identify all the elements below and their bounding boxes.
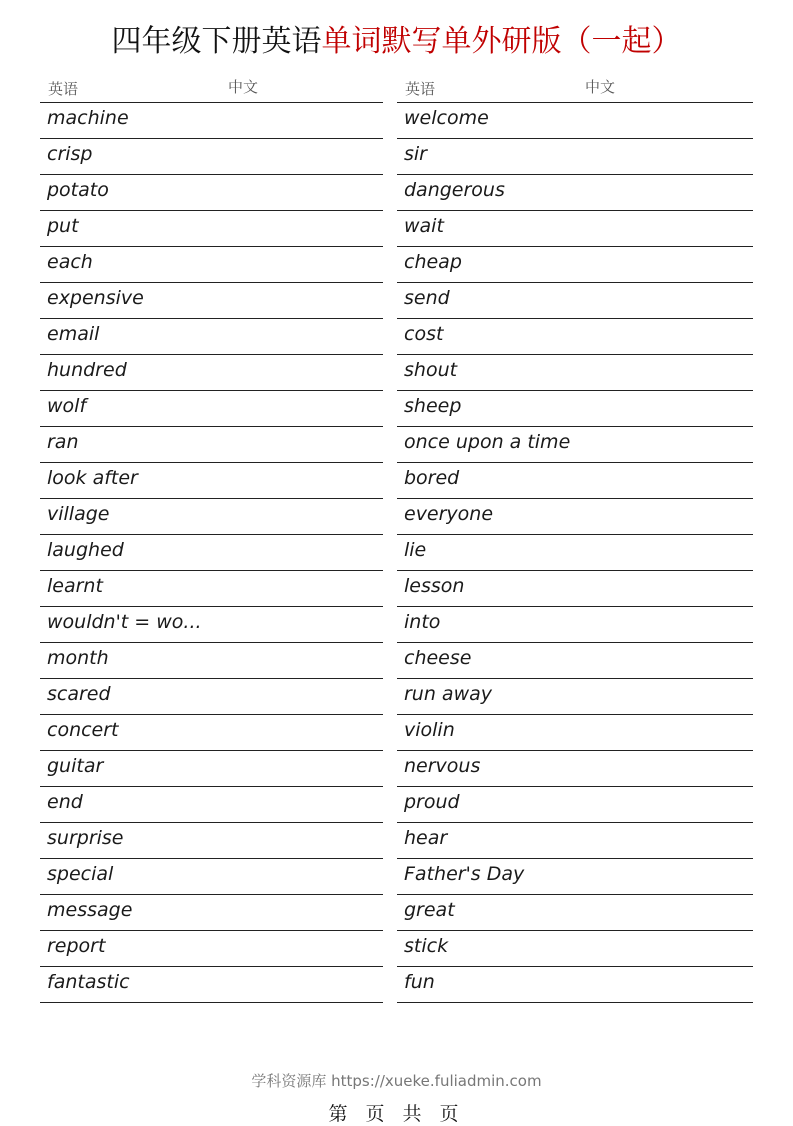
word-row [397, 139, 753, 175]
english-word: potato [47, 179, 109, 201]
word-row [397, 535, 753, 571]
english-word: guitar [47, 755, 104, 777]
english-word: cost [404, 323, 444, 345]
word-row [397, 607, 753, 643]
word-row [40, 967, 383, 1003]
english-word: end [47, 791, 83, 813]
english-word: fun [404, 971, 435, 993]
english-word: welcome [404, 107, 489, 129]
word-row [397, 643, 753, 679]
english-word: put [47, 215, 79, 237]
word-row [40, 895, 383, 931]
english-word: machine [47, 107, 129, 129]
word-row [40, 823, 383, 859]
word-row [40, 283, 383, 319]
english-word: wouldn't = wo... [47, 611, 202, 633]
english-word: report [47, 935, 106, 957]
title-black-part: 四年级下册英语 [111, 24, 322, 59]
word-row [397, 175, 753, 211]
english-word: message [47, 899, 133, 921]
word-row [397, 823, 753, 859]
right-column-header [397, 72, 753, 103]
english-word: email [47, 323, 100, 345]
word-row [40, 535, 383, 571]
english-word: expensive [47, 287, 144, 309]
english-word: village [47, 503, 110, 525]
title-red-part: 单词默写单外研版（一起） [321, 24, 682, 59]
word-row [40, 715, 383, 751]
footer-site-text: 学科资源库 https://xueke.fuliadmin.com [251, 1072, 542, 1090]
left-column-header [40, 72, 383, 103]
word-row [40, 391, 383, 427]
word-row [397, 859, 753, 895]
english-word: everyone [404, 503, 494, 525]
english-word: laughed [47, 539, 124, 561]
word-row [40, 355, 383, 391]
english-word: shout [404, 359, 458, 381]
word-row [40, 211, 383, 247]
word-row [397, 931, 753, 967]
word-row [397, 427, 753, 463]
english-word: send [404, 287, 450, 309]
english-word: Father's Day [404, 863, 525, 885]
english-word: lie [404, 539, 427, 561]
english-word: each [47, 251, 93, 273]
word-row [397, 391, 753, 427]
word-row [40, 787, 383, 823]
right-word-list [397, 103, 753, 1003]
english-word: wait [404, 215, 444, 237]
word-row [40, 751, 383, 787]
word-row [397, 967, 753, 1003]
english-word: bored [404, 467, 460, 489]
right-word-column [397, 72, 753, 1003]
footer-page-number: 第 页 共 页 [328, 1103, 465, 1125]
english-word: into [404, 611, 441, 633]
english-word: look after [47, 467, 138, 489]
word-row [397, 247, 753, 283]
word-row [40, 499, 383, 535]
word-row [40, 859, 383, 895]
word-row [397, 319, 753, 355]
word-row [397, 895, 753, 931]
word-row [397, 283, 753, 319]
english-word: run away [404, 683, 493, 705]
word-row [40, 103, 383, 139]
english-word: violin [404, 719, 455, 741]
english-word: learnt [47, 575, 103, 597]
left-word-column [40, 72, 383, 1003]
right-header-chinese: 中文 [585, 78, 616, 96]
english-word: sheep [404, 395, 462, 417]
page-title [0, 22, 793, 62]
english-word: crisp [47, 143, 93, 165]
word-row [397, 715, 753, 751]
left-header-chinese: 中文 [228, 78, 259, 96]
word-row [40, 643, 383, 679]
english-word: nervous [404, 755, 481, 777]
english-word: cheap [404, 251, 462, 273]
word-row [40, 463, 383, 499]
english-word: once upon a time [404, 431, 571, 453]
english-word: scared [47, 683, 111, 705]
word-row [397, 355, 753, 391]
english-word: dangerous [404, 179, 505, 201]
word-row [40, 427, 383, 463]
word-row [40, 931, 383, 967]
english-word: sir [404, 143, 427, 165]
word-row [397, 751, 753, 787]
english-word: proud [404, 791, 460, 813]
word-row [397, 499, 753, 535]
word-row [397, 463, 753, 499]
word-row [397, 787, 753, 823]
left-header-english: 英语 [48, 80, 79, 98]
word-row [40, 247, 383, 283]
right-header-english: 英语 [405, 80, 436, 98]
word-row [397, 679, 753, 715]
english-word: hundred [47, 359, 127, 381]
word-row [397, 103, 753, 139]
english-word: surprise [47, 827, 124, 849]
english-word: concert [47, 719, 119, 741]
english-word: hear [404, 827, 448, 849]
left-word-list [40, 103, 383, 1003]
english-word: ran [47, 431, 79, 453]
word-row [40, 571, 383, 607]
english-word: fantastic [47, 971, 130, 993]
word-row [40, 607, 383, 643]
word-row [40, 319, 383, 355]
word-row [397, 211, 753, 247]
english-word: special [47, 863, 114, 885]
english-word: cheese [404, 647, 472, 669]
word-row [40, 679, 383, 715]
word-row [40, 139, 383, 175]
english-word: lesson [404, 575, 465, 597]
english-word: month [47, 647, 109, 669]
english-word: stick [404, 935, 449, 957]
word-row [397, 571, 753, 607]
word-row [40, 175, 383, 211]
english-word: wolf [47, 395, 87, 417]
english-word: great [404, 899, 455, 921]
